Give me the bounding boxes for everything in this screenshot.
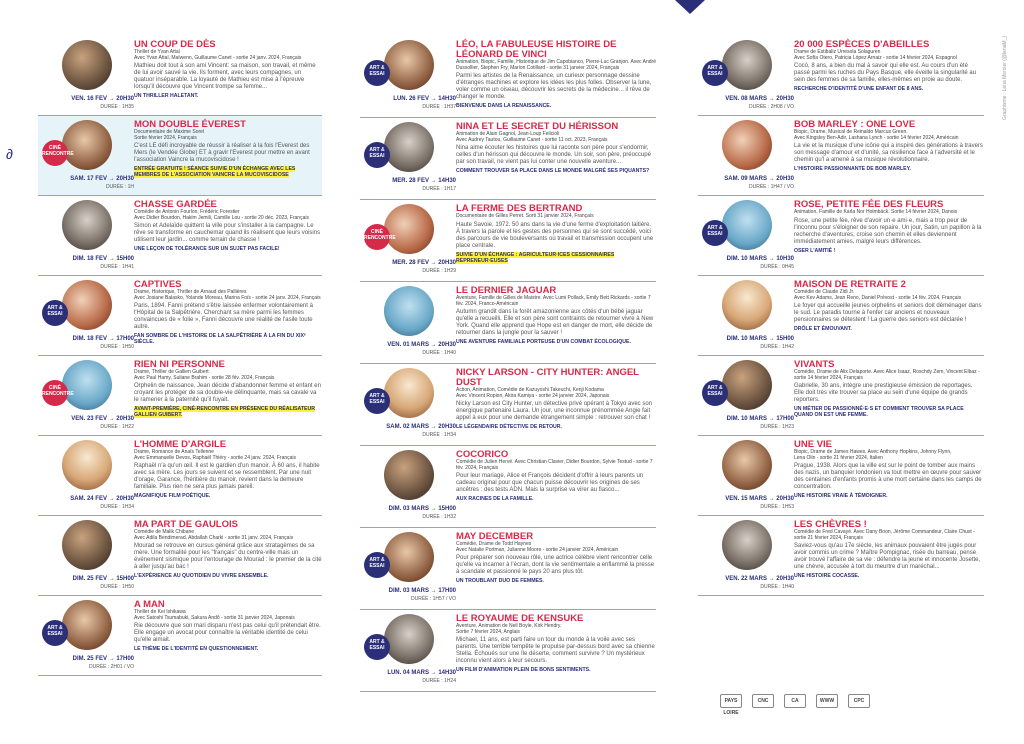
film-poster[interactable] — [722, 200, 772, 250]
film-entry — [698, 276, 984, 356]
film-text — [134, 200, 322, 252]
screening-time: SAM. 02 MARS → 20H30 — [386, 424, 456, 430]
film-text — [134, 600, 322, 652]
film-credits: Animation de Alain Gagnol, Jean-Loup Felicioli — [456, 131, 560, 137]
film-tagline-wrap — [794, 406, 984, 418]
film-tagline: COMMENT TROUVER SA PLACE DANS LE MONDE MALGRÉ SES PIQUANTS? — [456, 168, 650, 175]
film-tagline-wrap — [134, 93, 322, 99]
film-synopsis: Le foyer qui accueille jeunes orphelins et seniors doit déménager dans le sud. Le paradis tourne à l'enfer car anciens et nouveaux pensionnaires se détestent ! La guerre des seniors est déclarée ! — [794, 303, 982, 324]
column-3 — [698, 36, 984, 596]
film-text — [456, 204, 656, 264]
film-entry — [38, 36, 322, 116]
film-poster[interactable] — [62, 600, 112, 650]
film-duration: DURÉE : 1H57 / VO — [410, 596, 456, 602]
film-synopsis: La vie et la musique d'une icône qui a inspiré des générations à travers son message d'amour et d'unité, sa résilience face à l'adversité et le chemin qu'l a amené à sa musique révolutionnaire. — [794, 143, 983, 164]
film-entry — [360, 118, 656, 200]
screening-time: VEN. 16 FEV → 20H30 — [71, 96, 134, 102]
film-title[interactable]: LES CHÈVRES ! — [794, 519, 867, 530]
film-poster[interactable] — [62, 440, 112, 490]
film-title[interactable]: L'HOMME D'ARGILE — [134, 439, 227, 450]
film-tagline-wrap — [456, 578, 656, 584]
sponsor-logo: CPC — [848, 694, 870, 708]
film-duration: DURÉE : 1H32 — [422, 514, 456, 520]
film-credits: Drame, Romance de Anaïs Tellenne — [134, 449, 214, 455]
film-tagline: UN TROUBLANT DUO DE FEMMES. — [456, 578, 544, 585]
film-entry — [38, 516, 322, 596]
film-tagline-wrap — [456, 424, 656, 430]
film-poster[interactable] — [722, 440, 772, 490]
film-synopsis: Orphelin de naissance, Jean décide d'abandonner femme et enfant en croyant les protéger de sa double-vie délinquante, mais sa cavale va le ramener à la paternité qu'il fuyait. — [134, 383, 321, 404]
film-poster[interactable] — [384, 450, 434, 500]
film-title[interactable]: MA PART DE GAULOIS — [134, 519, 238, 530]
film-credits: Drame, Historique, Thriller de Arnaud des Pallières — [134, 289, 247, 295]
film-text — [456, 532, 656, 584]
film-entry — [698, 516, 984, 596]
film-duration: DURÉE : 2H08 / VO — [748, 104, 794, 110]
film-text — [794, 280, 984, 332]
film-poster[interactable] — [62, 120, 112, 170]
film-title[interactable]: CHASSE GARDÉE — [134, 199, 217, 210]
film-synopsis: Simon et Adelaïde quittent la ville pour s'installer à la campagne. Le rêve se transforme en cauchemar quand ils réalisent que leurs voisins utilisent leur jardin... comme terrain de chasse ! — [134, 223, 321, 244]
sponsor-logo: PAYS LOIRE — [720, 694, 742, 708]
film-credits: Drame, Thriller de Gallien Guibert — [134, 369, 209, 375]
film-cast: Avec Vincent Ropion, Akira Kamiya - sortie 24 janvier 2024, Japonais — [456, 392, 610, 399]
film-tagline: LE LÉGENDAIRE DÉTECTIVE DE RETOUR. — [456, 424, 562, 431]
film-text — [794, 360, 984, 418]
film-credits: Comédie, Drame de Todd Haynes — [456, 541, 532, 547]
film-title[interactable]: A MAN — [134, 599, 165, 610]
film-tagline-wrap — [794, 326, 984, 332]
film-synopsis: Autumn grandit dans la forêt amazonienne aux côtés d'un bébé jaguar qu'elle a recueilli. Elle et son père sont contraints de retourner vivre à New York. Quand elle apprend que Hope est en danger de mort, elle décide de retourner dans la jungle pour la sauver ! — [456, 309, 654, 337]
film-entry — [38, 276, 322, 356]
screening-time: MER. 28 FEV → 14H30 — [392, 178, 456, 184]
film-text — [134, 40, 322, 99]
screening-time: DIM. 25 FEV → 15H00 — [72, 576, 134, 582]
film-synopsis: Mathieu doit tout à son ami Vincent: sa maison, son travail, et même de lui avoir sauvé la vie. Ils forment, avec leurs compagnes, un quatuor inséparable. La loyauté de Mathieu est mise à l'épreuve lorsqu'il découvre que Vincent trompe sa femme... — [134, 63, 316, 91]
film-duration: DURÉE : 1H — [105, 184, 134, 190]
film-poster[interactable] — [384, 122, 434, 172]
film-tagline: UNE AVENTURE FAMILIALE PORTEUSE D'UN COMBAT ÉCOLOGIQUE. — [456, 339, 631, 346]
category-badge: CINÉ RENCONTRE — [364, 224, 390, 250]
sponsor-logo: CNC — [752, 694, 774, 708]
film-synopsis: Saviez-vous qu'au 17e siècle, les animaux pouvaient être jugés pour avoir commis un crime ? Maître Pompignac, risée du barreau, pense avoir trouvé l'affaire de sa vie : défendre la jeune et innocente Josette, une chèvre, accusée à tort du meurtre d'un maréchal... — [794, 543, 981, 571]
screening-time: VEN. 15 MARS → 20H30 — [725, 496, 794, 502]
screening-time: VEN. 23 FEV → 20H30 — [71, 416, 134, 422]
film-credits: Documentaire de Gilles Perret. Sorti 31 janvier 2024, Français — [456, 213, 594, 219]
film-title[interactable]: ROSE, PETITE FÉE DES FLEURS — [794, 199, 944, 210]
film-poster[interactable] — [384, 532, 434, 582]
film-duration: DURÉE : 1H50 — [100, 344, 134, 350]
film-duration: DURÉE : 1H22 — [100, 424, 134, 430]
film-poster[interactable] — [722, 520, 772, 570]
film-tagline-wrap — [456, 667, 656, 673]
film-poster[interactable] — [384, 286, 434, 336]
film-text — [456, 614, 656, 673]
film-poster[interactable] — [384, 368, 434, 418]
screening-time: SAM. 24 FEV → 20H30 — [70, 496, 134, 502]
film-entry — [38, 116, 322, 196]
column-1 — [38, 36, 322, 676]
credit: Graphisme : Léna Mercier (@lenaM_) — [1002, 36, 1008, 120]
film-credits: Action, Animation, Comédie de Kazuyoshi Takeuchi, Kenji Kodama — [456, 387, 604, 393]
film-text — [134, 120, 322, 178]
film-entry — [38, 356, 322, 436]
film-tagline: LE THÈME DE L'IDENTITÉ EN QUESTIONNEMENT. — [134, 646, 259, 653]
film-duration: DURÉE : 1H17 — [422, 186, 456, 192]
category-badge: ART & ESSAI — [364, 634, 390, 660]
film-text — [456, 286, 656, 345]
sponsor-logos — [720, 692, 990, 716]
film-cast: Sortie février 2024, Français — [134, 134, 197, 141]
film-text — [794, 120, 984, 172]
film-text — [456, 450, 656, 502]
film-duration: DURÉE : 1H24 — [422, 678, 456, 684]
screening-time: MER. 28 FEV → 20H30 — [392, 260, 456, 266]
film-credits: Animation, Famille de Karla Nor Holmbäck. Sortie 14 février 2024, Danois — [794, 209, 958, 215]
film-duration: DURÉE : 0H45 — [760, 264, 794, 270]
film-synopsis: C'est LE défi incroyable de réussir à réaliser à la fois l'Everest des Mers (le Vendée Globe) ET à gravir l'Everest pour mettre en avant l'association Vaincre la mucoviscidose ! — [134, 143, 310, 164]
category-badge: ART & ESSAI — [364, 60, 390, 86]
film-credits: Comédie de Antonin Fourlon, Frédéric Forestier — [134, 209, 240, 215]
film-tagline: UN THRILLER HALETANT. — [134, 93, 199, 100]
film-title[interactable]: NICKY LARSON - CITY HUNTER: ANGEL DUST — [456, 367, 639, 388]
film-title[interactable]: UN COUP DE DÈS — [134, 39, 216, 50]
film-tagline-wrap — [456, 339, 656, 345]
film-duration: DURÉE : 1H40 — [760, 584, 794, 590]
film-tagline-wrap — [794, 573, 984, 579]
sponsor-logo: CA — [784, 694, 806, 708]
film-title[interactable]: MAY DECEMBER — [456, 531, 534, 542]
film-title[interactable]: VIVANTS — [794, 359, 835, 370]
film-tagline-wrap — [456, 168, 656, 174]
screening-time: LUN. 26 FEV → 14H30 — [393, 96, 456, 102]
film-text — [794, 200, 984, 254]
film-credits: Aventure, Famille de Gilles de Maistre. Avec Lumi Pollack, Emily Bett Rickards - sortie 7 fév. 2024, Franco-Américain — [456, 295, 651, 307]
film-duration: DURÉE : 1H29 — [422, 268, 456, 274]
film-title[interactable]: LE DERNIER JAGUAR — [456, 285, 557, 296]
film-tagline: SUIVIE D'UN ÉCHANGE : AGRICULTEUR·ICES CESSIONNAIRES REPRENEUR·EUSES — [456, 251, 615, 264]
film-synopsis: Pour leur mariage, Alice et François décident d'offrir à leurs parents un cadeau original pour que chacun puisse découvrir les origines de ses ancêtres : des tests ADN. Mais la surprise va virer au fiasco... — [456, 473, 644, 494]
film-title[interactable]: NINA ET LE SECRET DU HÉRISSON — [456, 121, 619, 132]
film-duration: DURÉE : 1H23 — [760, 424, 794, 430]
film-tagline-wrap — [456, 496, 656, 502]
film-poster[interactable] — [722, 40, 772, 90]
film-tagline: AVANT-PREMIÈRE, CINÉ-RENCONTRE EN PRÉSENCE DU RÉALISATEUR GALLIEN GUIBERT. — [134, 406, 315, 419]
film-tagline: UN MÉTIER DE PASSIONNÉ·E·S ET COMMENT TROUVER SA PLACE QUAND ON EST UNE FEMME. — [794, 406, 964, 419]
film-synopsis: Cocó, 8 ans, a bien du mal à savoir qui elle est. Au cours d'un été passé parmi les ruches du Pays Basque, elle éveille la singularité au sein des femmes de sa famille, elles-mêmes en proie au doute. — [794, 63, 977, 84]
film-cast: Avec Sofía Otero, Patricia López Arnaiz - sortie 14 février 2024, Espagnol — [794, 54, 957, 61]
film-tagline-wrap — [134, 246, 322, 252]
film-poster[interactable] — [62, 520, 112, 570]
film-poster[interactable] — [384, 204, 434, 254]
film-title[interactable]: MON DOUBLE ÉVEREST — [134, 119, 246, 130]
film-tagline: RECHERCHE D'IDENTITÉ D'UNE ENFANT DE 8 ANS. — [794, 86, 924, 93]
film-credits: Thriller de Kei Ishikawa — [134, 609, 186, 615]
screening-time: DIM. 03 MARS → 17H00 — [388, 588, 456, 594]
film-cast: Avec Kingsley Ben-Adir, Lashana Lynch - sortie 14 février 2024, Américain — [794, 134, 959, 141]
category-badge: ART & ESSAI — [364, 552, 390, 578]
film-tagline-wrap — [134, 166, 322, 178]
film-cast: Avec Audrey Tautou, Guillaume Canet - sortie 11 oct. 2023, Français — [456, 136, 608, 143]
category-badge: ART & ESSAI — [702, 380, 728, 406]
film-poster[interactable] — [384, 614, 434, 664]
film-text — [134, 360, 322, 418]
film-title[interactable]: LÉO, LA FABULEUSE HISTOIRE DE LÉONARD DE VINCI — [456, 39, 617, 60]
film-entry — [360, 282, 656, 364]
film-cast: Avec Paul Hamy, Suliane Brahim - sortie 28 fév. 2024, Français — [134, 374, 275, 381]
spiral-icon: ∂ — [6, 146, 13, 162]
film-poster[interactable] — [62, 360, 112, 410]
film-entry — [698, 36, 984, 116]
film-text — [134, 440, 322, 499]
film-tagline: L'EXPÉRIENCE AU QUOTIDIEN DU VIVRE ENSEMBLE. — [134, 573, 269, 580]
film-cast: Avec Josiane Balasko, Yolande Moreau, Marina Foïs - sortie 24 janv. 2024, Français — [134, 294, 321, 301]
screening-time: DIM. 10 MARS → 17H00 — [726, 416, 794, 422]
film-credits: Comédie de Fred Cavayé. Avec Dany Boon, Jérôme Commandeur, Claire Chust - sortie 21 février 2024, Français — [794, 529, 975, 541]
film-title[interactable]: RIEN NI PERSONNE — [134, 359, 225, 370]
film-tagline-wrap — [134, 333, 322, 345]
film-cast: Lena Olin - sortie 21 février 2024, Italien — [794, 454, 883, 461]
film-credits: Comédie de Malik Chibane — [134, 529, 195, 535]
film-credits: Comédie, Drame de Alix Delaporte. Avec Alice Isaaz, Roschdy Zem, Vincent Elbaz - sortie 14 février 2024, Français — [794, 369, 980, 381]
film-synopsis: Nicky Larson est City Hunter, un détective privé opérant à Tokyo avec son énergique partenaire Laura. Un jour, une inconnue prénommée Angie fait appel à eux pour une demande étrangement simple : retrouver son chat ! — [456, 401, 652, 422]
film-entry — [360, 528, 656, 610]
film-tagline: BIENVENUE DANS LA RENAISSANCE. — [456, 103, 552, 110]
screening-time: VEN. 08 MARS → 20H30 — [725, 96, 794, 102]
film-tagline: AUX RACINES DE LA FAMILLE. — [456, 496, 534, 503]
film-poster[interactable] — [722, 280, 772, 330]
film-cast: Avec Didier Bourdon, Hakim Jemili, Camille Lou - sortie 20 déc. 2023, Français — [134, 214, 309, 221]
film-synopsis: Michael, 11 ans, est parti faire un tour du monde à la voile avec ses parents. Une terrible tempête le propulse par-dessus bord avec sa chienne Stella. Échoués sur une île déserte, comment survivre ? Un mystérieux inconnu vient alors à leur secours. — [456, 637, 655, 665]
sponsor-logo: WWW — [816, 694, 838, 708]
film-text — [134, 520, 322, 579]
film-tagline-wrap — [134, 573, 322, 579]
film-credits: Comédie de Julien Hervé. Avec Christian Clavier, Didier Bourdon, Sylvie Testud - sortie 7 fév. 2024, Français — [456, 459, 653, 471]
film-entry — [360, 364, 656, 446]
film-tagline-wrap — [134, 406, 322, 418]
film-credits: Biopic, Drame de James Hawes. Avec Anthony Hopkins, Johnny Flynn, — [794, 449, 952, 455]
film-credits: Aventure, Animation de Neil Boyle, Kirk Hendry. — [456, 623, 562, 629]
film-poster[interactable] — [722, 120, 772, 170]
film-tagline-wrap — [794, 493, 984, 499]
film-tagline: UNE HISTOIRE COCASSE. — [794, 573, 860, 580]
film-title[interactable]: 20 000 ESPÈCES D'ABEILLES — [794, 39, 930, 50]
film-entry — [38, 196, 322, 276]
screening-time: SAM. 17 FEV → 20H30 — [70, 176, 134, 182]
film-cast: Avec Yvan Attal, Maïwenn, Guillaume Canet - sortie 24 janv. 2024, Français — [134, 54, 302, 61]
screening-time: DIM. 10 MARS → 10H30 — [726, 256, 794, 262]
film-credits: Documentaire de Maxime Sorel — [134, 129, 205, 135]
film-poster[interactable] — [62, 200, 112, 250]
film-duration: DURÉE : 1H41 — [100, 264, 134, 270]
film-credits: Drame de Estibaliz Urresola Solaguren — [794, 49, 881, 55]
film-tagline: UNE HISTOIRE VRAIE À TÉMOIGNER. — [794, 493, 888, 500]
film-duration: DURÉE : 1H42 — [760, 344, 794, 350]
film-entry — [38, 436, 322, 516]
film-duration: DURÉE : 1H34 — [422, 432, 456, 438]
fold-mark — [675, 0, 705, 18]
film-synopsis: Prague, 1938. Alors que la ville est sur le point de tomber aux mains des nazis, un banquier londonien va tout mettre en œuvre pour sauver des centaines d'enfants promis à une mort certaine dans les camps de concentration. — [794, 463, 982, 491]
film-entry — [360, 610, 656, 692]
film-poster[interactable] — [384, 40, 434, 90]
film-cast: Avec Satoshi Tsumabuki, Sakura Andô - sortie 31 janvier 2024, Japonais — [134, 614, 295, 621]
screening-time: VEN. 01 MARS → 20H30 — [387, 342, 456, 348]
film-synopsis: Mourad se retrouve en cursus général grâce aux stratagèmes de sa mère. Une formalité pour les "français" du centre-ville mais un événement sismique pour l'entourage de Mourad : le premier de la cité à aller jusqu'au bac ! — [134, 543, 322, 571]
screening-time: DIM. 25 FEV → 17H00 — [72, 656, 134, 662]
film-poster[interactable] — [62, 40, 112, 90]
film-synopsis: Rie découvre que son mari disparu n'est pas celui qu'il prétendait être. Elle engage un avocat pour connaître la véritable identité de celui qu'elle aimait. — [134, 623, 321, 644]
film-tagline: UNE LEÇON DE TOLÉRANCE SUR UN SUJET PAS FACILE! — [134, 246, 280, 253]
screening-time: DIM. 18 FEV → 15H00 — [72, 256, 134, 262]
film-tagline-wrap — [456, 252, 656, 264]
film-text — [456, 368, 656, 430]
film-cast: Avec Emmanuelle Devos, Raphaël Thiéry - sortie 24 janv. 2024, Français — [134, 454, 297, 461]
film-tagline-wrap — [794, 86, 984, 92]
film-synopsis: Rose, une petite fée, rêve d'avoir un·e ami·e, mais a trop peur de l'inconnu pour s'éloigner de son repaire. Un jour, Satin, un papillon à la recherche d'aventures, croise son chemin et elles deviennent immédiatement amies, malgré leurs différences. — [794, 217, 982, 245]
film-tagline-wrap — [794, 248, 984, 254]
film-text — [134, 280, 322, 345]
film-duration: DURÉE : 1H37 — [422, 104, 456, 110]
category-badge: ART & ESSAI — [364, 142, 390, 168]
film-tagline-wrap — [134, 646, 322, 652]
film-credits: Thriller de Yvan Attal — [134, 49, 180, 55]
film-tagline: FAN SOMBRE DE L'HISTOIRE DE LA SALPÊTRIÈRE À LA FIN DU XIXᵉ SIÈCLE. — [134, 333, 306, 346]
film-credits: Animation, Biopic, Famille, Historique de Jim Capobianco, Pierre-Luc Granjon. Avec André Dussollier, Stephen Fry, Marion Cotillard - sortie 31 janvier 2024, Français — [456, 59, 657, 71]
film-entry — [698, 356, 984, 436]
film-synopsis: Pour préparer son nouveau rôle, une actrice célèbre vient rencontrer celle qu'elle va incarner à l'écran, dont la vie sentimentale a enflammé la presse à scandale et passionné le pays 20 ans plus tôt. — [456, 555, 655, 576]
film-title[interactable]: BOB MARLEY : ONE LOVE — [794, 119, 916, 130]
film-entry — [698, 196, 984, 276]
film-title[interactable]: COCORICO — [456, 449, 509, 460]
film-entry — [698, 116, 984, 196]
film-duration: DURÉE : 1H53 — [760, 504, 794, 510]
film-synopsis: Haute Savoie, 1972. 50 ans dans la vie d'une ferme d'exploitation laitière. À travers la parole et les gestes des personnes qui se sont succédé, voici des parcours de vie bouleversants où travail et transmission occupent une place centrale. — [456, 221, 654, 249]
film-credits: Comédie de Claude Zidi Jr. — [794, 289, 855, 295]
film-text — [794, 40, 984, 92]
film-synopsis: Gabrielle, 30 ans, intègre une prestigieuse émission de reportages. Elle doit très vite trouver sa place au sein d'une équipe de grands reporters. — [794, 383, 973, 404]
film-entry — [360, 36, 656, 118]
film-tagline: UN FILM D'ANIMATION PLEIN DE BONS SENTIMENTS. — [456, 667, 591, 674]
film-entry — [38, 596, 322, 676]
film-tagline-wrap — [134, 493, 322, 499]
film-text — [456, 122, 656, 174]
film-duration: DURÉE : 1H34 — [100, 504, 134, 510]
screening-time: LUN. 04 MARS → 14H30 — [387, 670, 456, 676]
category-badge: CINÉ RENCONTRE — [42, 140, 68, 166]
film-synopsis: Nina aime écouter les histoires que lui raconte son père pour s'endormir, celles d'un hérisson qui découvre le monde. Un soir, son père, préoccupé par son travail, ne vient pas lui conter une nouvelle aventure... — [456, 145, 651, 166]
film-tagline-wrap — [794, 166, 984, 172]
film-entry — [698, 436, 984, 516]
screening-time: VEN. 22 MARS → 20H30 — [725, 576, 794, 582]
category-badge: ART & ESSAI — [42, 300, 68, 326]
film-duration: DURÉE : 1H47 / VO — [748, 184, 794, 190]
film-poster[interactable] — [62, 280, 112, 330]
film-tagline: MAGNIFIQUE FILM POÉTIQUE. — [134, 493, 211, 500]
film-tagline: OSER L'AMITIÉ ! — [794, 247, 836, 254]
category-badge: CINÉ RENCONTRE — [42, 380, 68, 406]
film-title[interactable]: MAISON DE RETRAITE 2 — [794, 279, 906, 290]
screening-time: DIM. 03 MARS → 15H00 — [388, 506, 456, 512]
film-cast: Avec Natalie Portman, Julianne Moore - sortie 24 janvier 2024, Américain — [456, 546, 619, 553]
film-text — [794, 440, 984, 499]
category-badge: ART & ESSAI — [702, 220, 728, 246]
film-tagline: ENTRÉE GRATUITE ! SÉANCE SUIVIE D'UN ÉCHANGE AVEC LES MEMBRES DE L'ASSOCIATION VAINCRE LA MUCOVISCIDOSE — [134, 166, 296, 179]
film-title[interactable]: UNE VIE — [794, 439, 833, 450]
film-duration: DURÉE : 1H35 — [100, 104, 134, 110]
film-cast: Sortie 7 février 2024, Anglais — [456, 628, 520, 635]
film-text — [456, 40, 656, 109]
screening-time: SAM. 09 MARS → 20H30 — [724, 176, 794, 182]
screening-time: DIM. 10 MARS → 15H00 — [726, 336, 794, 342]
film-title[interactable]: CAPTIVES — [134, 279, 182, 290]
film-cast: Avec Kev Adams, Jean Reno, Daniel Prévost - sortie 14 fév. 2024, Français — [794, 294, 962, 301]
film-poster[interactable] — [722, 360, 772, 410]
film-duration: DURÉE : 1H40 — [422, 350, 456, 356]
film-title[interactable]: LE ROYAUME DE KENSUKE — [456, 613, 584, 624]
film-tagline: L'HISTOIRE PASSIONNANTE DE BOB MARLEY. — [794, 166, 911, 173]
film-entry — [360, 446, 656, 528]
film-duration: DURÉE : 1H50 — [100, 584, 134, 590]
column-2 — [360, 36, 656, 692]
film-tagline: DRÔLE ET ÉMOUVANT. — [794, 326, 852, 333]
film-cast: Avec Adila Bendimerad, Abdallah Charki - sortie 31 janv. 2024, Français — [134, 534, 294, 541]
category-badge: ART & ESSAI — [364, 388, 390, 414]
screening-time: DIM. 18 FEV → 17H00 — [72, 336, 134, 342]
film-credits: Biopic, Drame, Musical de Reinaldo Marcus Green. — [794, 129, 908, 135]
film-duration: DURÉE : 2H01 / VO — [88, 664, 134, 670]
category-badge: ART & ESSAI — [702, 60, 728, 86]
film-title[interactable]: LA FERME DES BERTRAND — [456, 203, 583, 214]
film-synopsis: Raphaël n'a qu'un œil. Il est le gardien d'un manoir. À 60 ans, il habite avec sa mère. Les jours se suivent et se ressemblent. Par une nuit d'orage, Garance, l'héritière du manoir, revient dans la demeure familiale. Plus rien ne sera plus jamais pareil. — [134, 463, 320, 491]
category-badge: ART & ESSAI — [42, 620, 68, 646]
film-tagline-wrap — [456, 103, 656, 109]
film-synopsis: Parmi les artistes de la Renaissance, un curieux personnage dessine d'étranges machines et explore les idées les plus folles. Observer la lune, voler comme un oiseau, découvrir les secrets de la médecine... il rêve de changer le monde. — [456, 73, 652, 101]
film-synopsis: Paris, 1894. Fanni prétend s'être laissée enfermer volontairement à l'Hôpital de la Salpêtrière. Cherchant sa mère parmi les femmes convaincues de « folie », Fanni découvre une réalité de l'asile toute autre. — [134, 303, 313, 331]
film-entry — [360, 200, 656, 282]
film-text — [794, 520, 984, 579]
